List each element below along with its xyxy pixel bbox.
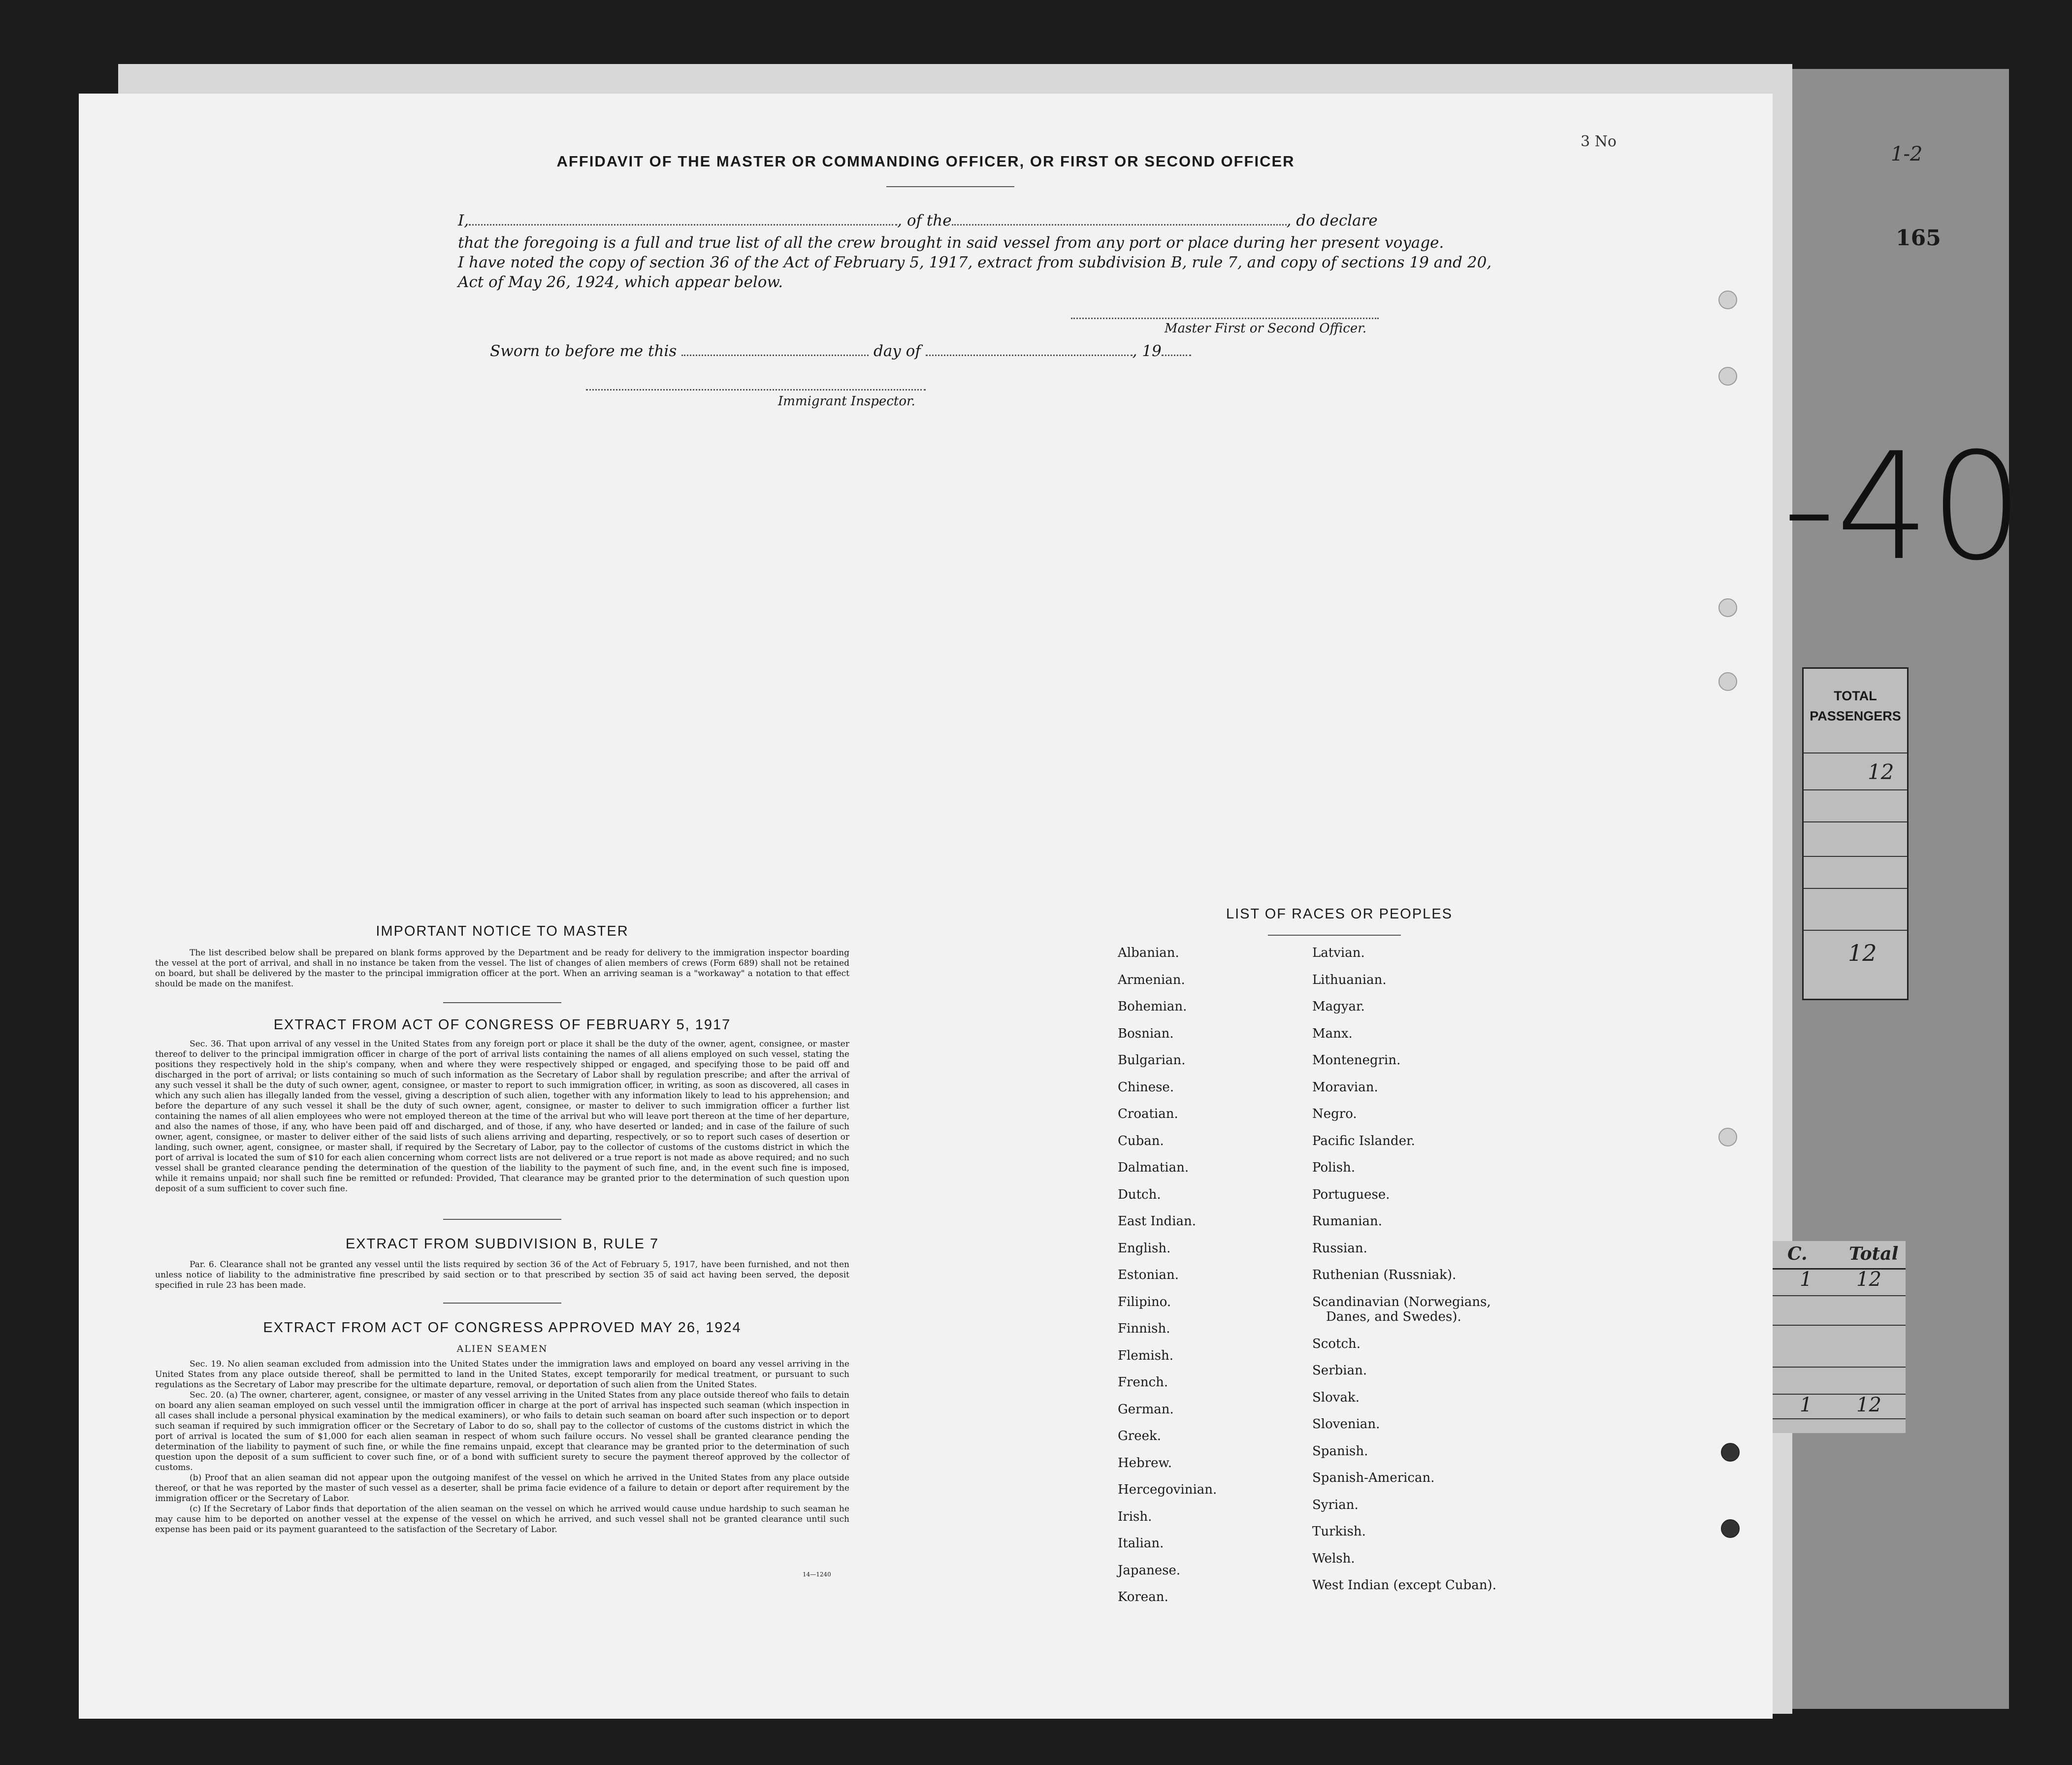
affidavit-line2: that the foregoing is a full and true list of all the crew brought in said vessel from any port or place during her present voyage. (458, 234, 1444, 252)
extract-1917-body: Sec. 36. That upon arrival of any vessel in the United States from any foreign port or place it shall be the duty of the owner, agent, consignee, or master thereof to deliver to the principal immigration officer in charge of the port of arrival lists containing the names of all aliens employed on such vessel, stating the positions they respectively hold in the ship's company, when and where they were respectively shipped or engaged, and specifying those to be paid off and discharged in the port of arrival; or lists containing so much of such information as the Secretary of Labor shall by regulation prescribe; and after the arrival of any such vessel it shall be the duty of such owner, agent, consignee, or master to report to such immigration officer, in writing, as soon as discovered, all cases in which any such alien has illegally landed from the vessel, giving a description of such alien, together with any information likely to lead to his apprehension; and before the departure of any such vessel it shall be the duty of such owner, agent, consignee, or master to deliver to such immigration officer a further list containing the names of all alien employees who were not employed thereon at the time of the arrival but who will leave port thereon at the time of her departure, and also the names of those, if any, who have been paid off and discharged, and of those, if any, who have deserted or landed; and in case of the failure of such owner, agent, consignee, or master to deliver either of the said lists of such aliens arriving and departing, respectively, or so to report such cases of desertion or landing, such owner, agent, consignee, or master shall, if required by the Secretary of Labor, pay to the collector of customs of the customs district in which the port of arrival is located the sum of $10 for each alien concerning whom correct lists are not delivered or a true report is not made as above required; and no such vessel shall be granted clearance pending the determination of the question of the liability to the payment of such fine, and, in the event such fine is imposed, while it remains unpaid; nor shall such fine be remitted or refunded: Provided, That clearance may be granted prior to the determination of such question upon deposit of a sum sufficient to cover such fine. (155, 1039, 849, 1194)
binder-hole (1718, 672, 1737, 691)
master-signature-line (1071, 318, 1379, 319)
race-item: Scandinavian (Norwegians, (1312, 1294, 1491, 1309)
race-item: Rumanian. (1312, 1214, 1383, 1229)
race-item: Slovenian. (1312, 1417, 1380, 1432)
race-item: Hebrew. (1118, 1455, 1172, 1471)
race-item: Albanian. (1118, 946, 1179, 960)
sworn-line: Sworn to before me this day of , 19 (490, 342, 1191, 360)
race-item: Armenian. (1118, 972, 1185, 987)
binder-hole (1721, 1443, 1740, 1462)
notice-body: The list described below shall be prepared on blank forms approved by the Department and be ready for delivery to the immigration inspector boarding the vessel at the port of arrival, and shall in no instance be taken from the vessel. The list of changes of alien members of crews (Form 689) shall not be retained on board, but shall be delivered by the master to the principal immigration officer at the port. When an arriving seaman is a "workaway" a notation to that effect should be made on the manifest. (155, 948, 849, 989)
inspector-signature-line (586, 389, 926, 391)
extract-rule7-body: Par. 6. Clearance shall not be granted any vessel until the lists required by section 36 of the Act of February 5, 1917, have been furnished, and not then unless notice of liability to the administrative fine prescribed by said section or to that prescribed by section 35 of said act having been served, the deposit specified in rule 23 has been made. (155, 1260, 849, 1290)
race-item: East Indian. (1118, 1214, 1197, 1229)
section-20b: (b) Proof that an alien seaman did not appear upon the outgoing manifest of the vessel on which he arrived in the United States from any place outside thereof, or that he was reported by the master of such vessel as a deserter, shall be prima facie evidence of a failure to detain or deport after requirement by the immigration officer or the Secretary of Labor. (155, 1473, 849, 1504)
extract-1917-title: EXTRACT FROM ACT OF CONGRESS OF FEBRUARY 5, 1917 (273, 1017, 731, 1033)
races-title: LIST OF RACES OR PEOPLES (1226, 906, 1453, 922)
race-item: Italian. (1118, 1536, 1164, 1551)
race-item: Syrian. (1312, 1497, 1359, 1512)
extract-rule7-title: EXTRACT FROM SUBDIVISION B, RULE 7 (345, 1236, 659, 1252)
race-item: Welsh. (1312, 1551, 1355, 1566)
races-column-1 (1118, 946, 1295, 1617)
race-item: Danes, and Swedes). (1326, 1309, 1461, 1324)
crew-total-table (1773, 1241, 1906, 1433)
races-column-2 (1312, 946, 1568, 1605)
race-item: English. (1118, 1241, 1171, 1256)
race-item: Turkish. (1312, 1524, 1366, 1539)
race-item: French. (1118, 1375, 1168, 1390)
race-item: Cuban. (1118, 1133, 1164, 1148)
total-value-1: 12 (1868, 760, 1894, 784)
race-item: Croatian. (1118, 1107, 1178, 1121)
affidavit-line3: I have noted the copy of section 36 of the Act of February 5, 1917, extract from subdivision B, rule 7, and copy of sections 19 and 20, (458, 254, 1492, 271)
race-item: Flemish. (1118, 1348, 1174, 1363)
section-19: Sec. 19. No alien seaman excluded from admission into the United States under the immigration laws and employed on board any vessel arriving in the United States from any place outside thereof, shall be permitted to land in the United States, except temporarily for medical treatment, or pursuant to such regulations as the Secretary of Labor may prescribe for the ultimate departure, removal, or deportation of such alien from the United States. (155, 1359, 849, 1390)
handwritten-number: -40 (1782, 421, 2024, 593)
table-header-total-2: Total (1849, 1243, 1899, 1264)
race-item: Manx. (1312, 1026, 1353, 1041)
race-item: Bosnian. (1118, 1026, 1174, 1041)
race-item: Dutch. (1118, 1187, 1161, 1202)
race-item: Filipino. (1118, 1294, 1171, 1309)
affidavit-line4: Act of May 26, 1924, which appear below. (458, 273, 783, 291)
race-item: Slovak. (1312, 1390, 1360, 1405)
affidavit-line1: I, , of the , do declare (458, 212, 1378, 229)
row1-left: 1 (1800, 1268, 1813, 1291)
table-header-total: TOTAL (1834, 688, 1877, 703)
master-signature-label: Master First or Second Officer. (1165, 321, 1367, 336)
race-item: Greek. (1118, 1429, 1161, 1443)
race-item: Ruthenian (Russniak). (1312, 1268, 1457, 1282)
inspector-label: Immigrant Inspector. (778, 394, 915, 409)
extract-1924-subtitle: ALIEN SEAMEN (456, 1343, 548, 1354)
race-item: German. (1118, 1402, 1174, 1417)
binder-hole (1718, 598, 1737, 617)
race-item: Bohemian. (1118, 999, 1187, 1014)
page-number: 165 (1896, 226, 1941, 251)
binder-hole (1718, 367, 1737, 386)
passengers-total-table (1802, 667, 1909, 1000)
race-item: Japanese. (1118, 1563, 1181, 1578)
table-header-c: C. (1787, 1243, 1808, 1264)
race-item: Dalmatian. (1118, 1160, 1189, 1175)
race-item: Hercegovinian. (1118, 1482, 1217, 1497)
race-item: Polish. (1312, 1160, 1356, 1175)
table-header-passengers: PASSENGERS (1810, 709, 1901, 723)
binder-hole (1721, 1519, 1740, 1538)
row2-right: 12 (1856, 1394, 1881, 1416)
total-value-2: 12 (1848, 940, 1877, 966)
notice-title: IMPORTANT NOTICE TO MASTER (376, 923, 629, 939)
form-code: 14—1240 (803, 1571, 831, 1578)
race-item: West Indian (except Cuban). (1312, 1578, 1496, 1593)
race-item: Bulgarian. (1118, 1053, 1186, 1068)
race-item: Chinese. (1118, 1079, 1174, 1095)
race-item: Montenegrin. (1312, 1053, 1401, 1068)
row2-left: 1 (1800, 1394, 1813, 1416)
race-item: Korean. (1118, 1590, 1168, 1604)
binder-hole (1718, 1128, 1737, 1146)
race-item: Spanish-American. (1312, 1471, 1435, 1485)
race-item: Lithuanian. (1312, 972, 1387, 987)
extract-1924-title: EXTRACT FROM ACT OF CONGRESS APPROVED MAY 26, 1924 (263, 1320, 742, 1336)
extract-1924-body (155, 1359, 849, 1535)
race-item: Spanish. (1312, 1443, 1368, 1459)
affidavit-title: AFFIDAVIT OF THE MASTER OR COMMANDING OFFICER, OR FIRST OR SECOND OFFICER (556, 153, 1295, 170)
race-item: Portuguese. (1312, 1187, 1390, 1202)
binder-hole (1718, 291, 1737, 309)
race-item: Irish. (1118, 1509, 1152, 1524)
race-item: Negro. (1312, 1107, 1357, 1121)
race-item: Finnish. (1118, 1321, 1170, 1336)
stamp-number: 3 No (1581, 133, 1617, 150)
page-mark: 1-2 (1891, 143, 1923, 165)
race-item: Russian. (1312, 1241, 1367, 1256)
race-item: Estonian. (1118, 1268, 1179, 1282)
race-item: Serbian. (1312, 1363, 1367, 1378)
row1-right: 12 (1856, 1268, 1881, 1291)
document-page (79, 94, 1773, 1719)
section-20c: (c) If the Secretary of Labor finds that deportation of the alien seaman on the vessel on which he arrived would cause undue hardship to such seaman he may cause him to be deported on another vessel at the expense of the vessel on which he arrived, and such vessel shall not be granted clearance until such expense has been paid or its payment guaranteed to the satisfaction of the Secretary of Labor. (155, 1504, 849, 1535)
race-item: Scotch. (1312, 1336, 1361, 1351)
section-20a: Sec. 20. (a) The owner, charterer, agent, consignee, or master of any vessel arriving in the United States from any place outside thereof who fails to detain on board any alien seaman employed on such vessel until the immigration officer in charge at the port of arrival has inspected such seaman (which inspection in all cases shall include a personal physical examination by the medical examiners), or who fails to detain such seaman on board after such inspection or to deport such seaman if required by such immigration officer or the Secretary of Labor to do so, shall pay to the collector of customs of the customs district in which the port of arrival is located the sum of $1,000 for each alien seaman in respect of whom such failure occurs. No vessel shall be granted clearance pending the determination of the liability to payment of such fine, or while the fine remains unpaid, except that clearance may be granted prior to the determination of such question upon the deposit of a sum sufficient to cover such fine, or of a bond with sufficient surety to secure the payment thereof approved by the collector of customs. (155, 1390, 849, 1472)
race-item: Latvian. (1312, 946, 1365, 960)
race-item: Moravian. (1312, 1079, 1378, 1095)
race-item: Pacific Islander. (1312, 1133, 1415, 1148)
race-item: Magyar. (1312, 999, 1365, 1014)
